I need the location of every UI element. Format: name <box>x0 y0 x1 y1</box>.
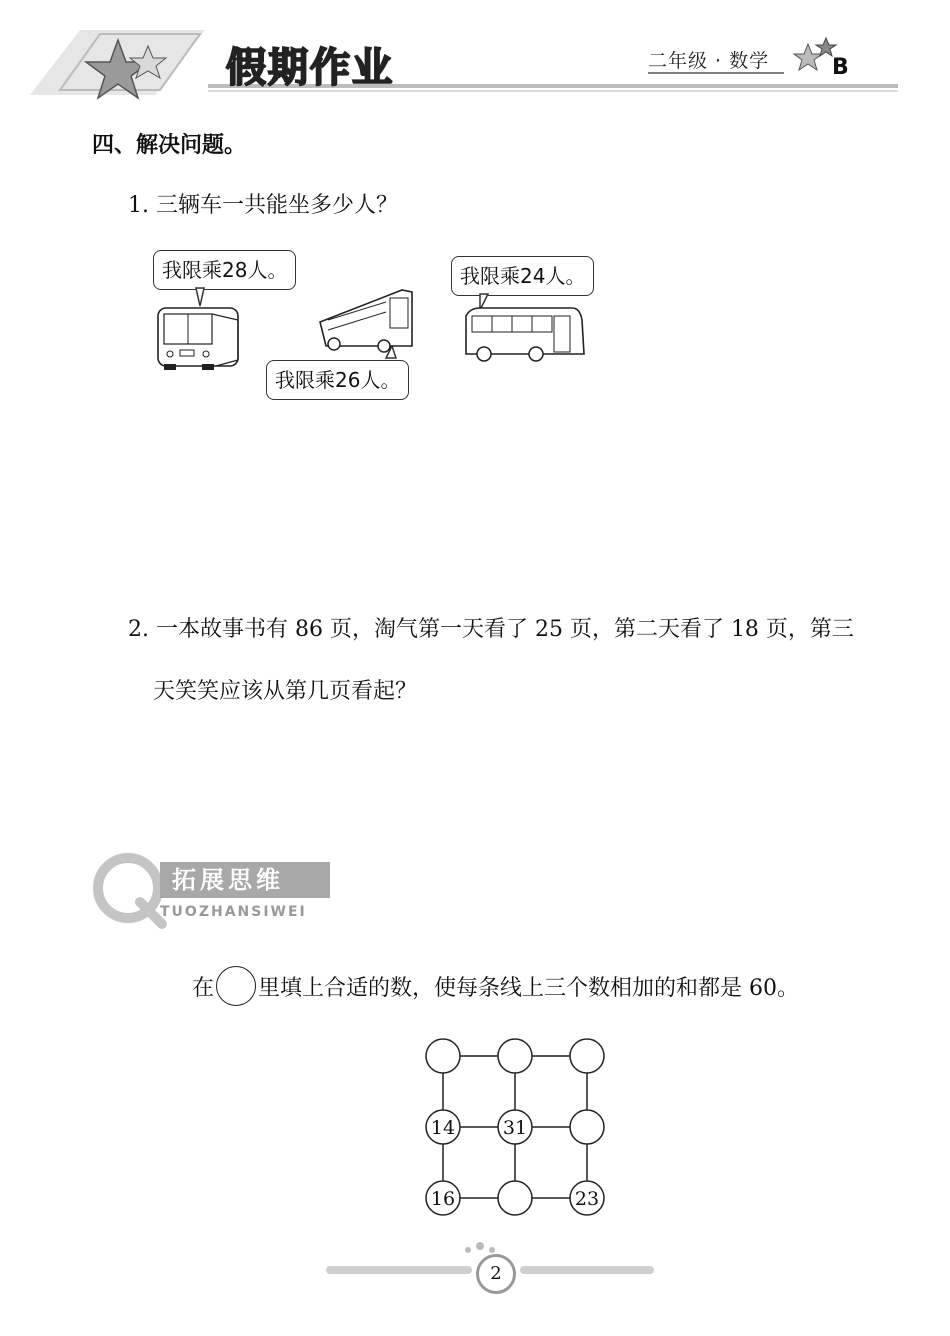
grid-value-r2c2: 31 <box>502 1117 528 1139</box>
page-header <box>0 0 950 115</box>
grid-circle-r3c2[interactable] <box>498 1181 532 1215</box>
bus-2-icon <box>320 290 412 352</box>
question-1-text: 1. 三辆车一共能坐多少人？ <box>128 193 398 218</box>
grid-value-r3c1: 16 <box>430 1188 456 1210</box>
volume-label: B <box>832 55 849 80</box>
grid-circle-r2c3[interactable] <box>570 1110 604 1144</box>
grade-subject: 二年级 · 数学 <box>648 50 770 72</box>
bus-3-icon <box>466 308 584 361</box>
page-number: 2 <box>476 1254 516 1294</box>
header-decoration <box>0 0 950 115</box>
grid-circle-r1c1[interactable] <box>426 1039 460 1073</box>
bus-illustrations <box>140 250 640 400</box>
speech-bubble-bus-1: 我限乘28人。 <box>153 250 296 290</box>
grid-value-r3c3: 23 <box>574 1188 600 1210</box>
puzzle-instruction <box>192 966 799 1006</box>
instruction-prefix: 在 <box>192 975 215 1001</box>
instruction-suffix: 里填上合适的数，使每条线上三个数相加的和都是 60。 <box>258 975 800 1001</box>
speech-bubble-bus-2: 我限乘26人。 <box>266 360 409 400</box>
extension-label: 拓展思维 <box>160 862 330 898</box>
grid-value-r2c1: 14 <box>430 1117 456 1139</box>
extension-pinyin: TUOZHANSIWEI <box>160 904 307 920</box>
section-title: 四、解决问题。 <box>92 133 247 158</box>
grid-circle-r1c2[interactable] <box>498 1039 532 1073</box>
extension-section-header <box>90 850 350 930</box>
blank-circle-icon <box>216 966 256 1006</box>
page-title: 假期作业 <box>226 45 394 91</box>
question-2-text-line-1: 2. 一本故事书有 86 页，淘气第一天看了 25 页，第二天看了 18 页，第三 <box>128 617 854 642</box>
question-2-text-line-2: 天笑笑应该从第几页看起？ <box>153 679 418 704</box>
page-footer <box>320 1240 660 1300</box>
grid-circle-r1c3[interactable] <box>570 1039 604 1073</box>
speech-bubble-bus-3: 我限乘24人。 <box>451 256 594 296</box>
small-star-icon <box>794 38 836 70</box>
number-grid-puzzle <box>410 1030 630 1220</box>
bus-1-icon <box>158 308 238 370</box>
